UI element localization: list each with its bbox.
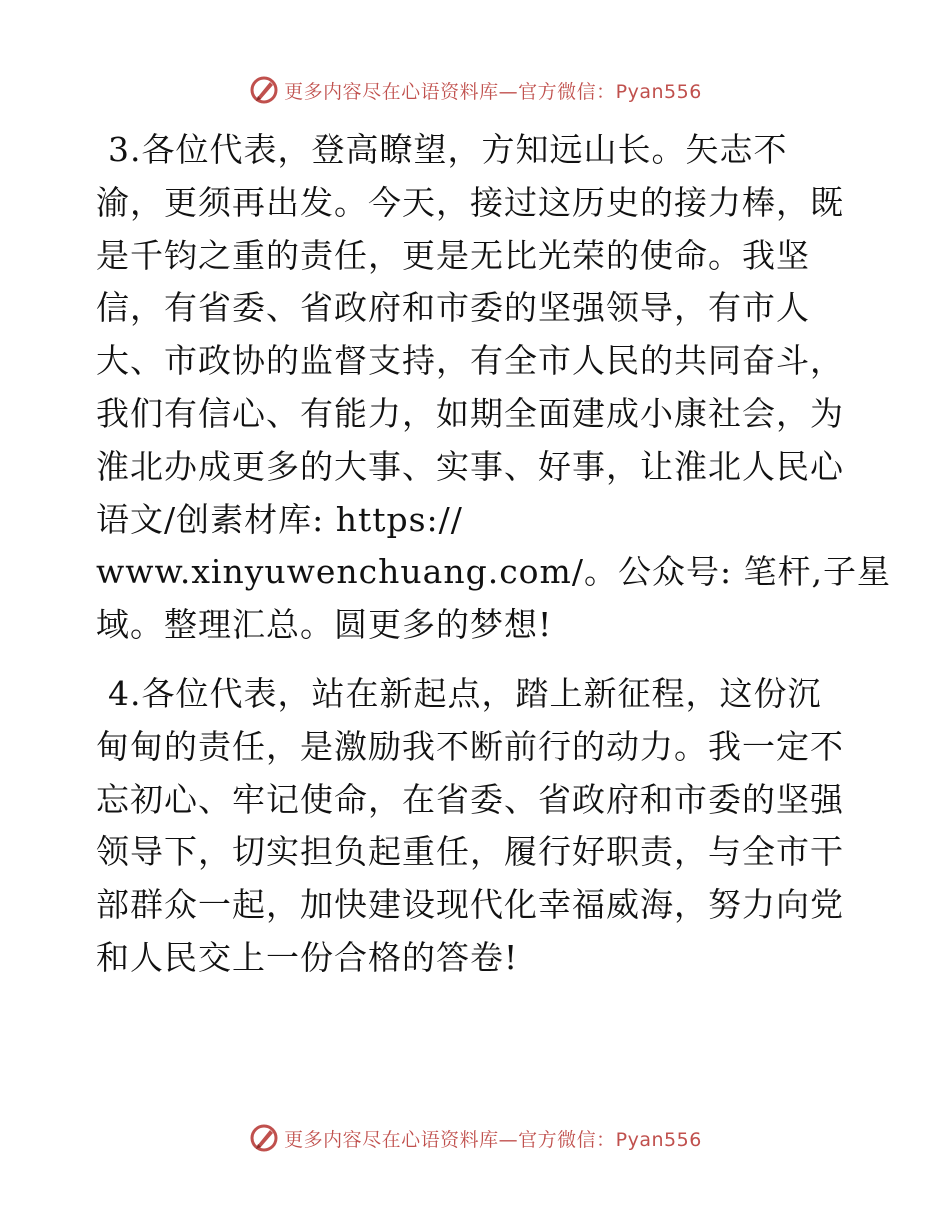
document-body bbox=[96, 124, 892, 985]
text-line: 4.各位代表，站在新起点，踏上新征程，这份沉 bbox=[108, 673, 822, 713]
text-line: 渝，更须再出发。今天，接过这历史的接力棒，既 bbox=[96, 182, 844, 222]
text-line: www.xinyuwenchuang.com/。公众号: 笔杆,子星 bbox=[96, 552, 892, 592]
text-line: 3.各位代表，登高瞭望，方知远山长。矢志不 bbox=[108, 130, 788, 169]
text-line: 甸甸的责任，是激励我不断前行的动力。我一定不 bbox=[96, 726, 844, 766]
text-line: 信，有省委、省政府和市委的坚强领导，有市人 bbox=[96, 288, 810, 328]
text-line: 部群众一起，加快建设现代化幸福威海，努力向党 bbox=[96, 885, 844, 925]
text-line: 我们有信心、有能力，如期全面建成小康社会，为 bbox=[96, 393, 844, 433]
watermark-banner-top bbox=[0, 72, 950, 108]
text-line: 域。整理汇总。圆更多的梦想! bbox=[96, 605, 553, 645]
text-line: 是千钧之重的责任，更是无比光荣的使命。我坚 bbox=[96, 235, 810, 275]
quill-logo-icon bbox=[248, 1122, 280, 1154]
paragraph-3 bbox=[96, 124, 892, 652]
paragraph-4 bbox=[96, 668, 866, 985]
watermark-text: 更多内容尽在心语资料库—官方微信：Pyan556 bbox=[284, 80, 702, 103]
text-line: 和人民交上一份合格的答卷! bbox=[96, 937, 519, 977]
text-line: 大、市政协的监督支持，有全市人民的共同奋斗， bbox=[96, 341, 844, 381]
text-line: 领导下，切实担负起重任，履行好职责，与全市干 bbox=[96, 832, 844, 872]
text-line: 语文/创素材库: https:// bbox=[96, 499, 463, 539]
watermark-banner-bottom bbox=[0, 1120, 950, 1156]
quill-logo-icon bbox=[248, 74, 280, 106]
watermark-text: 更多内容尽在心语资料库—官方微信：Pyan556 bbox=[284, 1128, 702, 1151]
text-line: 忘初心、牢记使命，在省委、省政府和市委的坚强 bbox=[96, 779, 844, 819]
text-line: 淮北办成更多的大事、实事、好事，让淮北人民心 bbox=[96, 446, 844, 486]
